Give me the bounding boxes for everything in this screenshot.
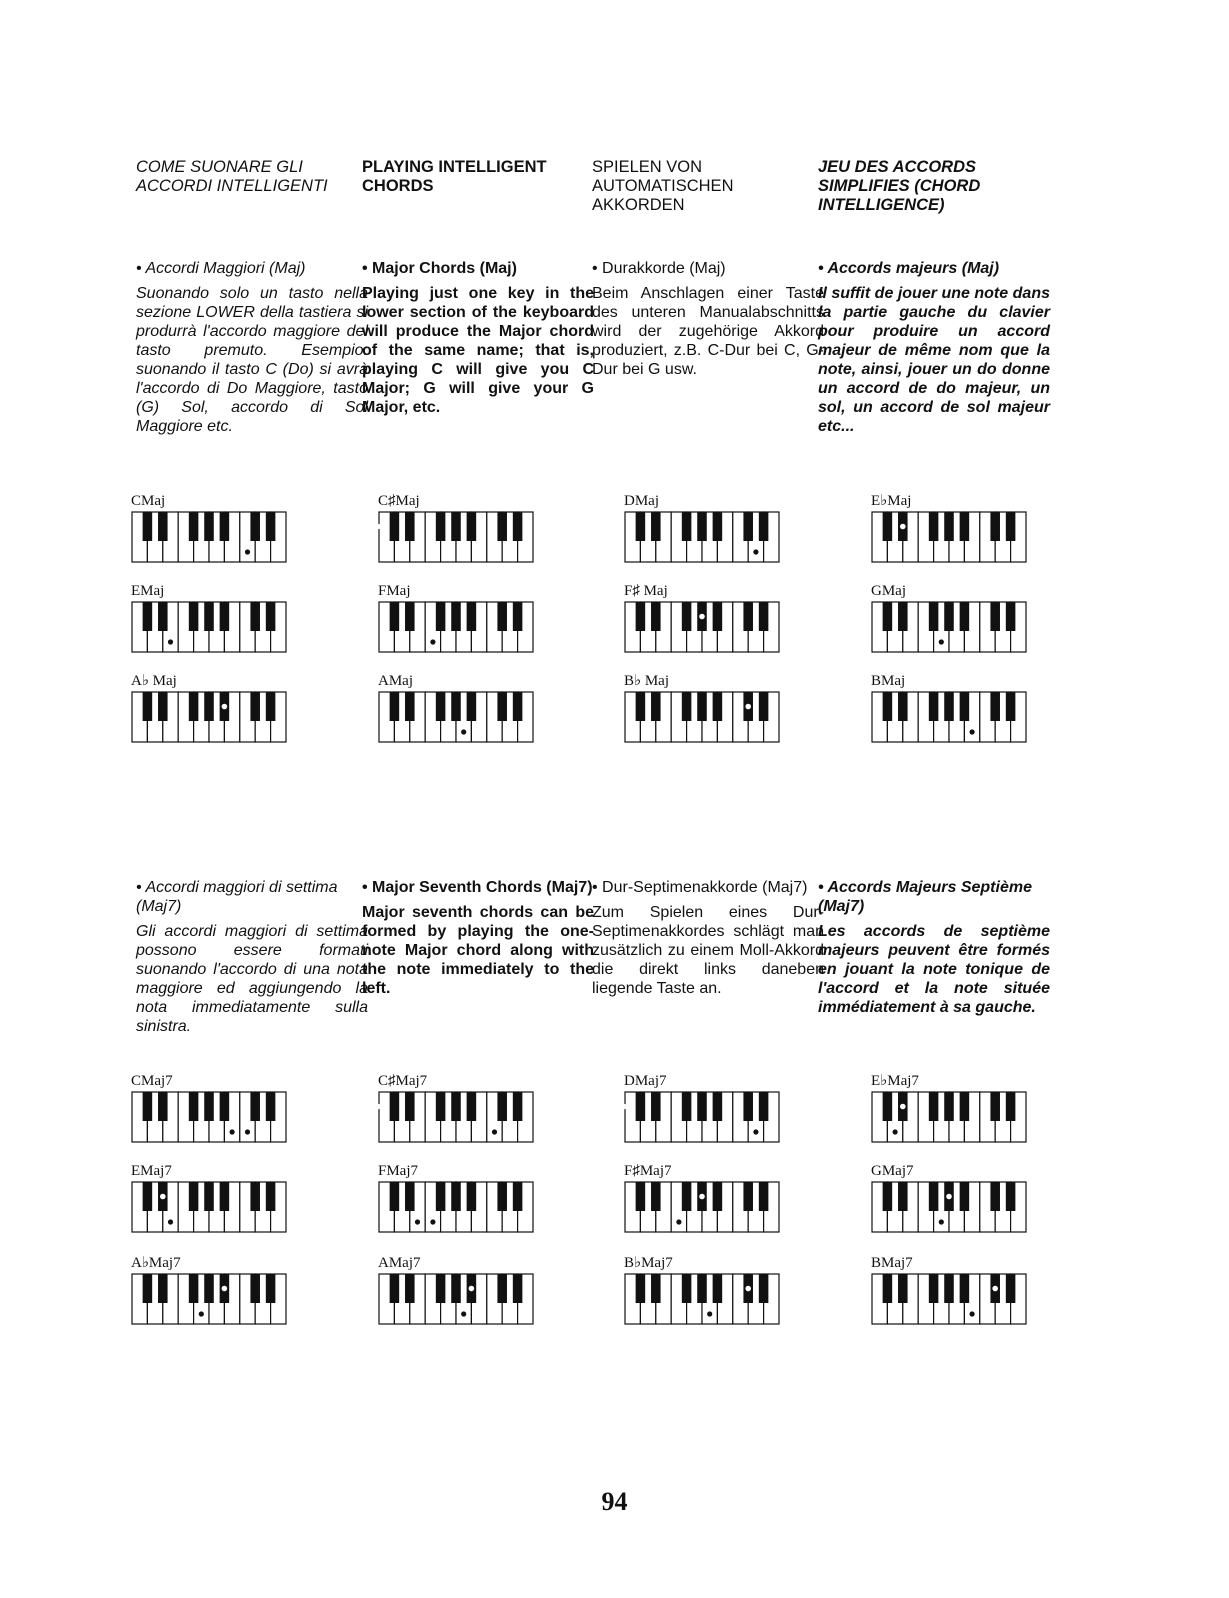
chord-note-dot (699, 1194, 705, 1200)
chord-note-dot (492, 1129, 497, 1134)
keyboard-diagram (624, 1181, 780, 1233)
heading-french: JEU DES ACCORDS SIMPLIFIES (CHORD INTELLIGENCE) (818, 158, 981, 214)
maj-chord-diagram (624, 583, 780, 653)
black-key (390, 602, 400, 631)
black-key (697, 512, 707, 541)
black-key (990, 512, 1000, 541)
black-key (220, 1182, 230, 1211)
chord-label: GMaj (871, 583, 906, 599)
black-key (405, 1274, 415, 1303)
black-key (713, 692, 723, 721)
chord-label: E♭Maj7 (871, 1073, 919, 1089)
black-key (743, 1182, 753, 1211)
black-key (944, 512, 954, 541)
black-key (405, 602, 415, 631)
maj-chord-diagram (378, 493, 534, 563)
black-key (436, 1182, 446, 1211)
chord-note-dot (461, 1311, 466, 1316)
black-key (266, 512, 276, 541)
heading-german: SPIELEN VON AUTOMATISCHEN AKKORDEN (592, 158, 734, 214)
maj7-subtitle: • Major Seventh Chords (Maj7) (362, 879, 593, 896)
black-key (143, 1182, 153, 1211)
chord-label: AMaj7 (378, 1255, 421, 1271)
maj-chord-diagram (624, 673, 780, 743)
black-key (990, 692, 1000, 721)
chord-note-dot (160, 1194, 166, 1200)
maj-subtitle: • Durakkorde (Maj) (592, 260, 726, 277)
maj-body: Suonando solo un tasto nella sezione LOWER della tastiera si produrrà l'accordo maggiore del tasto premuto. Esempio: suonando il tasto C (Do) si avrà l'accordo di Do Maggiore, tasto (G) Sol, accordo di Sol Maggiore etc. (136, 285, 368, 435)
black-key (467, 692, 477, 721)
black-key (944, 692, 954, 721)
maj-body: Il suffit de jouer une note dans la partie gauche du clavier pour produire un accord majeur de même nom que la note, ainsi, jouer un do donne un accord de do majeur, un sol, un accord de sol majeur etc... (818, 285, 1050, 435)
black-key (651, 512, 661, 541)
keyboard-diagram (871, 601, 1027, 653)
black-key (697, 1092, 707, 1121)
black-key (651, 602, 661, 631)
chord-note-dot (222, 704, 228, 710)
keyboard-diagram (871, 511, 1027, 563)
chord-note-dot (168, 1219, 173, 1224)
black-key (759, 1274, 769, 1303)
black-key (204, 512, 214, 541)
black-key (467, 602, 477, 631)
black-key (513, 602, 523, 631)
black-key (682, 512, 692, 541)
chord-label: B♭Maj7 (624, 1255, 673, 1271)
black-key (960, 512, 970, 541)
chord-label: A♭ Maj (131, 673, 177, 689)
chord-label: B♭ Maj (624, 673, 669, 689)
black-key (697, 1274, 707, 1303)
black-key (883, 1182, 893, 1211)
black-key (513, 1182, 523, 1211)
black-key (143, 512, 153, 541)
maj7-chord-diagram (378, 1163, 534, 1233)
black-key (759, 1092, 769, 1121)
black-key (436, 692, 446, 721)
chord-note-dot (430, 639, 435, 644)
maj7-chord-diagram (624, 1073, 780, 1143)
keyboard-diagram (131, 1181, 287, 1233)
black-key (497, 692, 507, 721)
chord-note-dot (992, 1286, 998, 1292)
keyboard-diagram (378, 511, 534, 563)
keyboard-diagram (871, 1181, 1027, 1233)
maj7-chord-diagram (624, 1163, 780, 1233)
maj-body: Beim Anschlagen einer Taste des unteren Manualabschnitts wird der zugehörige Akkord produziert, z.B. C-Dur bei C, G-Dur bei G usw. (592, 285, 824, 378)
maj7-chord-diagram (871, 1255, 1027, 1325)
maj-subtitle: • Major Chords (Maj) (362, 260, 517, 277)
maj-chord-diagram (624, 493, 780, 563)
black-key (713, 1092, 723, 1121)
black-key (713, 512, 723, 541)
black-key (713, 1182, 723, 1211)
black-key (883, 512, 893, 541)
black-key (390, 1274, 400, 1303)
black-key (944, 602, 954, 631)
chord-label: DMaj (624, 493, 659, 509)
black-key (390, 1092, 400, 1121)
chord-label: F♯ Maj (624, 583, 668, 599)
chord-note-dot (970, 729, 975, 734)
chord-note-dot (199, 1311, 204, 1316)
chord-note-dot (222, 1286, 228, 1292)
maj-section-french (818, 259, 1050, 436)
heading-english: PLAYING INTELLIGENT CHORDS (362, 158, 547, 195)
black-key (944, 1092, 954, 1121)
black-key (960, 1182, 970, 1211)
keyboard-diagram (131, 1273, 287, 1325)
black-key (266, 1274, 276, 1303)
maj-chord-diagram (871, 493, 1027, 563)
maj7-chord-diagram (871, 1073, 1027, 1143)
black-key (651, 1274, 661, 1303)
chord-label: FMaj7 (378, 1163, 419, 1179)
black-key (713, 602, 723, 631)
maj-chord-diagram (378, 673, 534, 743)
black-key (451, 602, 461, 631)
maj-section-german (592, 259, 824, 379)
black-key (636, 512, 646, 541)
chord-note-dot (415, 1219, 420, 1224)
chord-note-dot (753, 1129, 758, 1134)
chord-label: C♯Maj7 (378, 1073, 428, 1089)
black-key (250, 1274, 260, 1303)
black-key (467, 1182, 477, 1211)
black-key (682, 602, 692, 631)
black-key (497, 1092, 507, 1121)
maj7-chord-diagram (131, 1255, 287, 1325)
black-key (651, 692, 661, 721)
keyboard-diagram (624, 691, 780, 743)
black-key (451, 692, 461, 721)
chord-label: EMaj7 (131, 1163, 172, 1179)
chord-note-dot (699, 614, 705, 620)
chord-note-dot (745, 1286, 751, 1292)
black-key (497, 1182, 507, 1211)
black-key (467, 512, 477, 541)
black-key (651, 1092, 661, 1121)
maj7-body: Major seventh chords can be formed by playing the one-note Major chord along with the note immediately to the left. (362, 904, 594, 997)
black-key (513, 1274, 523, 1303)
black-key (513, 512, 523, 541)
keyboard-diagram (131, 691, 287, 743)
chord-note-dot (707, 1311, 712, 1316)
black-key (883, 602, 893, 631)
maj-chord-diagram (131, 493, 287, 563)
maj-section-english (362, 259, 594, 417)
maj7-subtitle: • Accordi maggiori di settima (Maj7) (136, 879, 338, 915)
black-key (204, 1092, 214, 1121)
black-key (467, 1092, 477, 1121)
black-key (713, 1274, 723, 1303)
chord-label: E♭Maj (871, 493, 912, 509)
black-key (266, 602, 276, 631)
keyboard-diagram (871, 1091, 1027, 1143)
maj7-body: Gli accordi maggiori di settima possono essere formati suonando l'accordo di una nota maggiore ed aggiungendo la nota immediatamente sulla sinistra. (136, 923, 368, 1035)
chord-label: AMaj (378, 673, 413, 689)
black-key (898, 602, 908, 631)
chord-note-dot (745, 704, 751, 710)
black-key (390, 1182, 400, 1211)
black-key (189, 692, 199, 721)
chord-label: A♭Maj7 (131, 1255, 181, 1271)
black-key (759, 512, 769, 541)
black-key (759, 1182, 769, 1211)
black-key (497, 1274, 507, 1303)
maj-chord-diagram (871, 583, 1027, 653)
black-key (759, 602, 769, 631)
maj-chord-diagram (131, 673, 287, 743)
maj7-chord-diagram (624, 1255, 780, 1325)
keyboard-diagram (131, 511, 287, 563)
black-key (390, 692, 400, 721)
black-key (636, 1182, 646, 1211)
chord-note-dot (753, 549, 758, 554)
chord-note-dot (230, 1129, 235, 1134)
black-key (204, 602, 214, 631)
maj-subtitle: • Accordi Maggiori (Maj) (136, 260, 306, 277)
black-key (436, 1274, 446, 1303)
black-key (944, 1274, 954, 1303)
black-key (143, 1092, 153, 1121)
keyboard-diagram (624, 1273, 780, 1325)
chord-label: CMaj (131, 493, 166, 509)
chord-label: BMaj7 (871, 1255, 913, 1271)
keyboard-diagram (624, 1091, 780, 1143)
black-key (266, 1182, 276, 1211)
black-key (405, 692, 415, 721)
black-key (682, 692, 692, 721)
black-key (266, 692, 276, 721)
black-key (436, 1092, 446, 1121)
maj-chord-diagram (131, 583, 287, 653)
chord-label: DMaj7 (624, 1073, 667, 1089)
chord-label: EMaj (131, 583, 165, 599)
black-key (158, 602, 168, 631)
black-key (204, 692, 214, 721)
black-key (697, 692, 707, 721)
black-key (1006, 692, 1016, 721)
chord-label: CMaj7 (131, 1073, 173, 1089)
chord-note-dot (430, 1219, 435, 1224)
chord-label: C♯Maj (378, 493, 420, 509)
maj-chord-diagram (871, 673, 1027, 743)
keyboard-diagram (624, 601, 780, 653)
maj7-chord-diagram (378, 1255, 534, 1325)
black-key (883, 1274, 893, 1303)
black-key (405, 512, 415, 541)
black-key (960, 692, 970, 721)
chord-label: BMaj (871, 673, 906, 689)
maj7-subtitle: • Accords Majeurs Septième (Maj7) (818, 879, 1032, 915)
black-key (189, 512, 199, 541)
black-key (759, 692, 769, 721)
maj7-body: Zum Spielen eines Dur-Septimenakkordes schlägt man zusätzlich zu einem Moll-Akkord die direkt links daneben liegende Taste an. (592, 904, 824, 997)
chord-label: F♯Maj7 (624, 1163, 672, 1179)
black-key (189, 602, 199, 631)
black-key (250, 1182, 260, 1211)
black-key (266, 1092, 276, 1121)
maj-subtitle: • Accords majeurs (Maj) (818, 260, 1000, 277)
black-key (497, 602, 507, 631)
black-key (451, 512, 461, 541)
black-key (929, 512, 939, 541)
page-number: 94 (601, 1487, 628, 1516)
black-key (743, 512, 753, 541)
maj7-section-english (362, 878, 594, 998)
black-key (451, 1092, 461, 1121)
black-key (929, 1182, 939, 1211)
black-key (743, 602, 753, 631)
black-key (929, 602, 939, 631)
black-key (1006, 1092, 1016, 1121)
black-key (929, 692, 939, 721)
black-key (990, 602, 1000, 631)
maj7-body: Les accords de septième majeurs peuvent être formés en jouant la note tonique de l'accord et la note située immédiatement à sa gauche. (818, 923, 1050, 1016)
black-key (1006, 1274, 1016, 1303)
black-key (743, 1092, 753, 1121)
black-key (513, 692, 523, 721)
keyboard-diagram (378, 1273, 534, 1325)
keyboard-diagram (131, 1091, 287, 1143)
black-key (220, 512, 230, 541)
keyboard-diagram (378, 691, 534, 743)
maj7-chord-diagram (131, 1163, 287, 1233)
black-key (1006, 512, 1016, 541)
maj7-section-german (592, 878, 824, 998)
keyboard-diagram (378, 1181, 534, 1233)
maj7-section-french (818, 878, 1050, 1017)
black-key (436, 512, 446, 541)
black-key (405, 1092, 415, 1121)
black-key (390, 512, 400, 541)
chord-note-dot (946, 1194, 952, 1200)
black-key (1006, 1182, 1016, 1211)
chord-note-dot (245, 549, 250, 554)
black-key (451, 1182, 461, 1211)
chord-note-dot (168, 639, 173, 644)
black-key (204, 1274, 214, 1303)
black-key (960, 1092, 970, 1121)
black-key (158, 1092, 168, 1121)
black-key (220, 602, 230, 631)
heading-italian: COME SUONARE GLI ACCORDI INTELLIGENTI (136, 158, 328, 195)
black-key (990, 1182, 1000, 1211)
black-key (682, 1182, 692, 1211)
maj-section-italian (136, 259, 368, 436)
black-key (436, 602, 446, 631)
maj-chord-diagram (378, 583, 534, 653)
keyboard-diagram (131, 601, 287, 653)
maj7-chord-diagram (378, 1073, 534, 1143)
black-key (497, 512, 507, 541)
black-key (883, 1092, 893, 1121)
chord-note-dot (970, 1311, 975, 1316)
black-key (1006, 602, 1016, 631)
black-key (220, 1092, 230, 1121)
black-key (929, 1274, 939, 1303)
maj7-subtitle: • Dur-Septimenakkorde (Maj7) (592, 879, 808, 896)
black-key (513, 1092, 523, 1121)
black-key (250, 1092, 260, 1121)
chord-note-dot (900, 1104, 906, 1110)
chord-note-dot (893, 1129, 898, 1134)
keyboard-diagram (871, 691, 1027, 743)
black-key (189, 1182, 199, 1211)
maj7-section-italian (136, 878, 368, 1036)
black-key (651, 1182, 661, 1211)
black-key (405, 1182, 415, 1211)
black-key (636, 692, 646, 721)
black-key (990, 1092, 1000, 1121)
black-key (250, 602, 260, 631)
black-key (250, 512, 260, 541)
black-key (898, 692, 908, 721)
black-key (636, 602, 646, 631)
chord-note-dot (939, 639, 944, 644)
black-key (143, 1274, 153, 1303)
keyboard-diagram (871, 1273, 1027, 1325)
chord-label: FMaj (378, 583, 411, 599)
black-key (929, 1092, 939, 1121)
black-key (189, 1274, 199, 1303)
black-key (636, 1092, 646, 1121)
black-key (143, 602, 153, 631)
chord-note-dot (245, 1129, 250, 1134)
black-key (636, 1274, 646, 1303)
black-key (143, 692, 153, 721)
black-key (158, 692, 168, 721)
keyboard-diagram (624, 511, 780, 563)
chord-note-dot (939, 1219, 944, 1224)
black-key (682, 1274, 692, 1303)
keyboard-diagram (378, 601, 534, 653)
maj-body: Playing just one key in the lower section of the keyboard will produce the Major chord of the same name; that is, playing C will give you C Major; G will give your G Major, etc. (362, 285, 594, 416)
black-key (204, 1182, 214, 1211)
chord-note-dot (469, 1286, 475, 1292)
black-key (898, 1182, 908, 1211)
black-key (250, 692, 260, 721)
chord-note-dot (461, 729, 466, 734)
maj7-chord-diagram (131, 1073, 287, 1143)
black-key (682, 1092, 692, 1121)
black-key (158, 1274, 168, 1303)
black-key (158, 512, 168, 541)
chord-label: GMaj7 (871, 1163, 914, 1179)
keyboard-diagram (378, 1091, 534, 1143)
black-key (451, 1274, 461, 1303)
black-key (898, 1274, 908, 1303)
black-key (960, 602, 970, 631)
maj7-chord-diagram (871, 1163, 1027, 1233)
black-key (189, 1092, 199, 1121)
black-key (960, 1274, 970, 1303)
black-key (883, 692, 893, 721)
chord-note-dot (676, 1219, 681, 1224)
chord-note-dot (900, 524, 906, 530)
